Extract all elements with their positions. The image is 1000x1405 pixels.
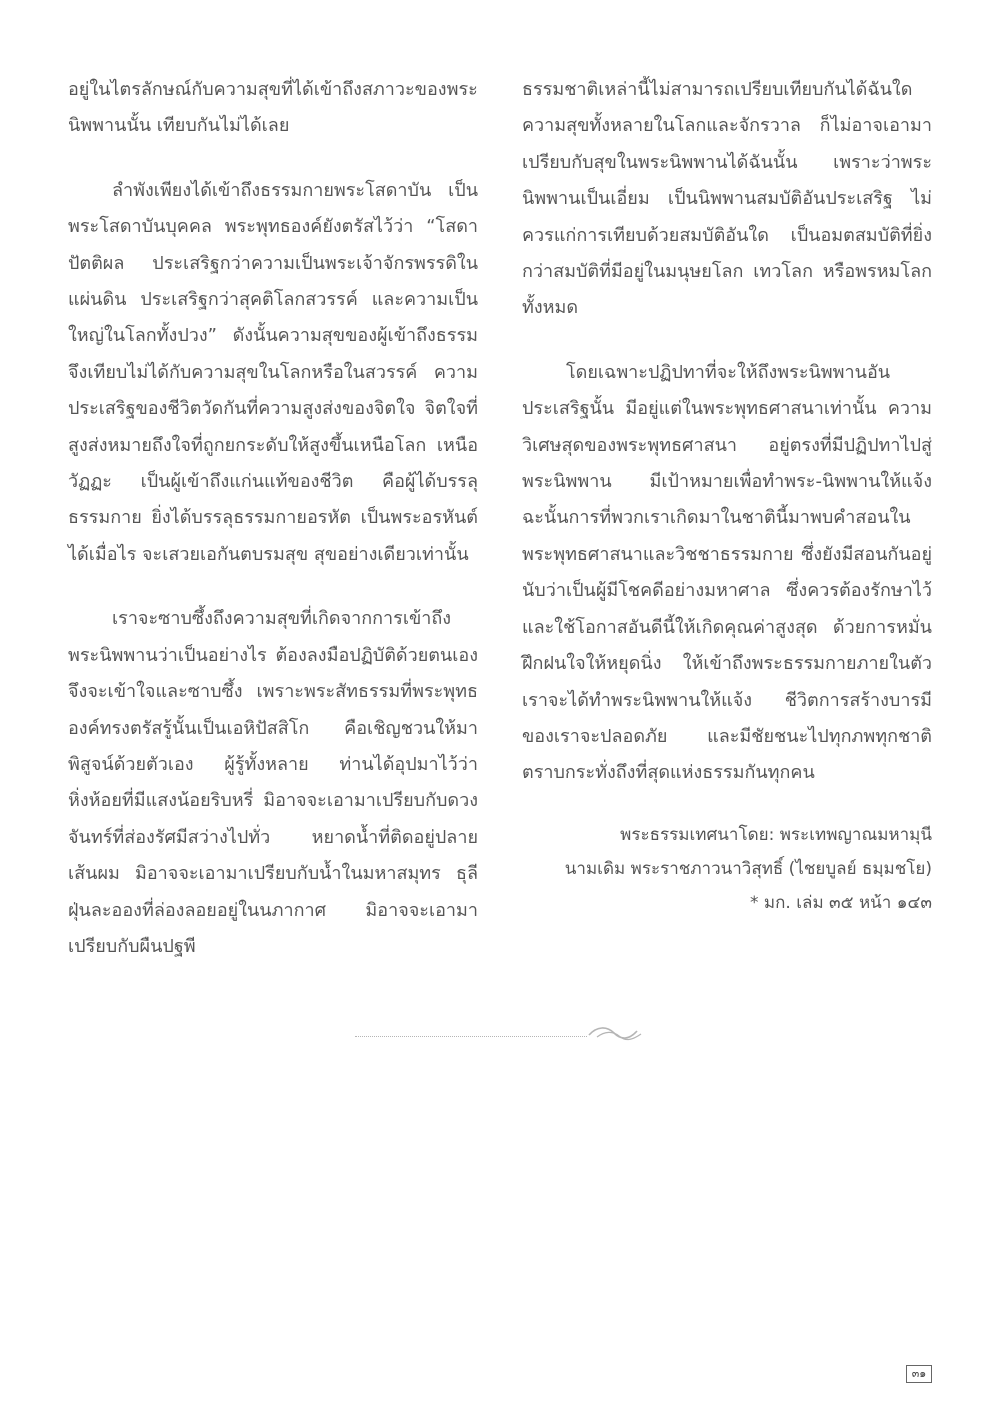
paragraph: อยู่ในไตรลักษณ์กับความสุขที่ได้เข้าถึงสภาวะของพระนิพพานนั้น เทียบกันไม่ได้เลย bbox=[68, 79, 478, 137]
left-column bbox=[68, 72, 478, 965]
dotted-line bbox=[355, 1036, 587, 1037]
page-number: ๓๑ bbox=[906, 1365, 932, 1383]
paragraph: เราจะซาบซึ้งถึงความสุขที่เกิดจากการเข้าถึงพระนิพพานว่าเป็นอย่างไร ต้องลงมือปฏิบัติด้วยตนเองจึงจะเข้าใจและซาบซึ้ง เพราะพระสัทธรรมที่พระพุทธองค์ทรงตรัสรู้นั้นเป็นเอหิปัสสิโก คือเชิญชวนให้มาพิสูจน์ด้วยตัวเอง ผู้รู้ทั้งหลาย ท่านได้อุปมาไว้ว่า หิ่งห้อยที่มีแสงน้อยริบหรี่ มิอาจจะเอามาเปรียบกับดวงจันทร์ที่ส่องรัศมีสว่างไปทั่ว หยาดน้ำที่ติดอยู่ปลายเส้นผม มิอาจจะเอามาเปรียบกับน้ำในมหาสมุทร ธุลีฝุ่นละอองที่ล่องลอยอยู่ในนภากาศ มิอาจจะเอามาเปรียบกับผืนปฐพี bbox=[68, 608, 478, 957]
reference-note: * มก. เล่ม ๓๕ หน้า ๑๔๓ bbox=[750, 892, 932, 913]
paragraph: โดยเฉพาะปฏิปทาที่จะให้ถึงพระนิพพานอันประเสริฐนั้น มีอยู่แต่ในพระพุทธศาสนาเท่านั้น ความวิเศษสุดของพระพุทธศาสนา อยู่ตรงที่มีปฏิปทาไปสู่พระนิพพาน มีเป้าหมายเพื่อทำพระ-นิพพานให้แจ้ง ฉะนั้นการที่พวกเราเกิดมาในชาตินี้มาพบคำสอนในพระพุทธศาสนาและวิชชาธรรมกาย ซึ่งยังมีสอนกันอยู่ นับว่าเป็นผู้มีโชคดีอย่างมหาศาล ซึ่งควรต้องรักษาไว้ และใช้โอกาสอันดีนี้ให้เกิดคุณค่าสูงสุด ด้วยการหมั่นฝึกฝนใจให้หยุดนิ่ง ให้เข้าถึงพระธรรมกายภายในตัว เราจะได้ทำพระนิพพานให้แจ้ง ชีวิตการสร้างบารมีของเราจะปลอดภัย และมีชัยชนะไปทุกภพทุกชาติ ตราบกระทั่งถึงที่สุดแห่งธรรมกันทุกคน bbox=[522, 361, 932, 784]
section-divider bbox=[355, 1022, 645, 1044]
paragraph: ลำพังเพียงได้เข้าถึงธรรมกายพระโสดาบัน เป็นพระโสดาบันบุคคล พระพุทธองค์ยังตรัสไว้ว่า “โสดาปัตติผล ประเสริฐกว่าความเป็นพระเจ้าจักรพรรดิในแผ่นดิน ประเสริฐกว่าสุคติโลกสวรรค์ และความเป็นใหญ่ในโลกทั้งปวง” ดังนั้นความสุขของผู้เข้าถึงธรรมจึงเทียบไม่ได้กับความสุขในโลกหรือในสวรรค์ ความประเสริฐของชีวิตวัดกันที่ความสูงส่งของจิตใจ จิตใจที่สูงส่งหมายถึงใจที่ถูกยกระดับให้สูงขึ้นเหนือโลก เหนือวัฏฏะ เป็นผู้เข้าถึงแก่นแท้ของชีวิต คือผู้ได้บรรลุธรรมกาย ยิ่งได้บรรลุธรรมกายอรหัต เป็นพระอรหันต์ได้เมื่อไร จะเสวยเอกันตบรมสุข สุขอย่างเดียวเท่านั้น bbox=[68, 179, 478, 565]
right-column bbox=[522, 72, 932, 920]
flourish-icon bbox=[587, 1022, 645, 1044]
credit-line: นามเดิม พระราชภาวนาวิสุทธิ์ (ไชยบูลย์ ธมฺมชโย) bbox=[564, 858, 932, 879]
paragraph: ธรรมชาติเหล่านี้ไม่สามารถเปรียบเทียบกันได้ฉันใด ความสุขทั้งหลายในโลกและจักรวาล ก็ไม่อาจเอามาเปรียบกับสุขในพระนิพพานได้ฉันนั้น เพราะว่าพระนิพพานเป็นเอี่ยม เป็นนิพพานสมบัติอันประเสริฐ ไม่ควรแก่การเทียบด้วยสมบัติอันใด เป็นอมตสมบัติที่ยิ่งกว่าสมบัติที่มีอยู่ในมนุษยโลก เทวโลก หรือพรหมโลกทั้งหมด bbox=[522, 79, 932, 319]
credit-line: พระธรรมเทศนาโดย: พระเทพญาณมหามุนี bbox=[620, 824, 932, 845]
sermon-credits bbox=[522, 818, 932, 920]
